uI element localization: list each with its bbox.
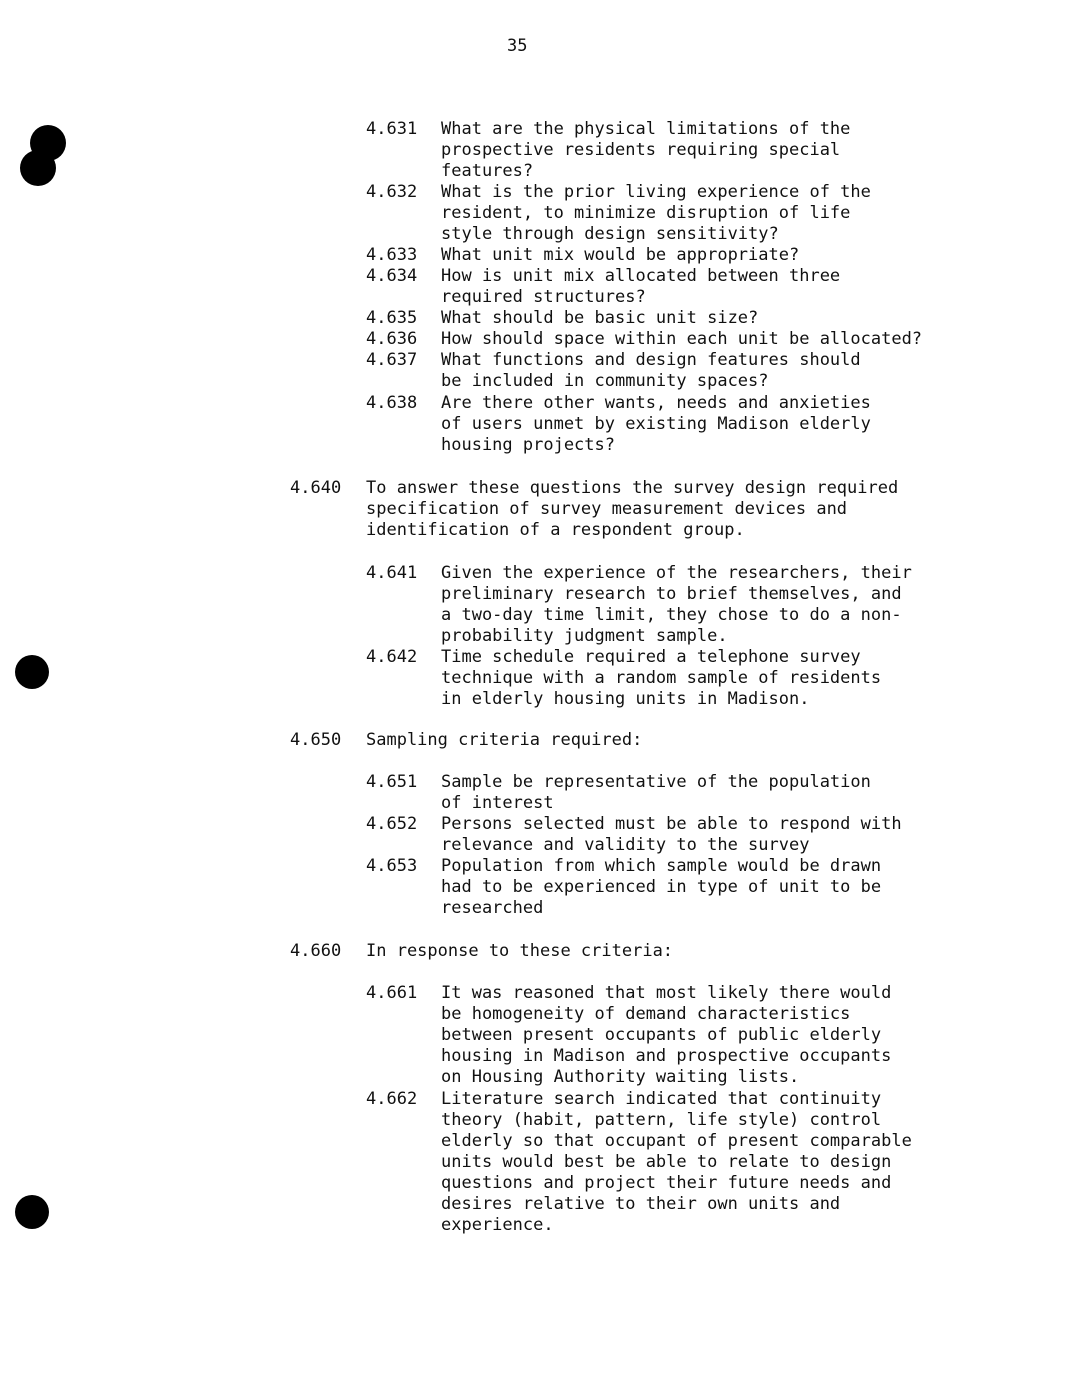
- page-number: 35: [507, 36, 528, 56]
- item-number: 4.637: [366, 350, 418, 370]
- item-number: 4.634: [366, 266, 418, 286]
- item-text: How should space within each unit be allocated?: [441, 329, 923, 349]
- list-item: [366, 856, 881, 919]
- item-text: Literature search indicated that continuity theory (habit, pattern, life style) control elderly so that occupant of present comparable units would best be able to relate to design questions and project their future needs and desires relative to their own units and experience.: [441, 1089, 912, 1235]
- list-item: [366, 563, 912, 647]
- section-text: To answer these questions the survey design required specification of survey measurement devices and identification of a respondent group.: [366, 478, 899, 540]
- list-item: [366, 647, 881, 710]
- list-item: [366, 329, 922, 350]
- item-text: Persons selected must be able to respond with relevance and validity to the survey: [441, 814, 902, 855]
- section-item: [290, 730, 642, 751]
- item-text: What should be basic unit size?: [441, 308, 759, 328]
- binder-hole: [20, 150, 56, 186]
- list-item: [366, 119, 850, 182]
- item-number: 4.662: [366, 1089, 418, 1109]
- item-number: 4.636: [366, 329, 418, 349]
- binder-hole: [15, 655, 49, 689]
- item-number: 4.652: [366, 814, 418, 834]
- list-item: [366, 393, 871, 456]
- item-text: Time schedule required a telephone survey technique with a random sample of residents in elderly housing units in Madison.: [441, 647, 882, 709]
- section-item: [290, 478, 898, 541]
- item-text: What is the prior living experience of the resident, to minimize disruption of life style through design sensitivity?: [441, 182, 871, 244]
- item-text: What functions and design features should be included in community spaces?: [441, 350, 861, 391]
- section-item: [290, 941, 673, 962]
- item-text: What unit mix would be appropriate?: [441, 245, 800, 265]
- item-text: Given the experience of the researchers, their preliminary research to brief themselves, and a two-day time limit, they chose to do a non- probability judgment sample.: [441, 563, 912, 646]
- item-number: 4.632: [366, 182, 418, 202]
- list-item: [366, 772, 871, 814]
- item-text: It was reasoned that most likely there would be homogeneity of demand characteristics between present occupants of public elderly housing in Madison and prospective occupants on Housing Authority waiting lists.: [441, 983, 892, 1087]
- section-number: 4.650: [290, 730, 342, 750]
- item-text: Population from which sample would be drawn had to be experienced in type of unit to be researched: [441, 856, 882, 918]
- item-number: 4.631: [366, 119, 418, 139]
- list-item: [366, 266, 840, 308]
- list-item: [366, 245, 799, 266]
- item-number: 4.635: [366, 308, 418, 328]
- list-item: [366, 350, 861, 392]
- binder-hole: [15, 1195, 49, 1229]
- item-number: 4.633: [366, 245, 418, 265]
- item-text: What are the physical limitations of the prospective residents requiring special features?: [441, 119, 851, 181]
- item-number: 4.642: [366, 647, 418, 667]
- list-item: [366, 1089, 912, 1236]
- item-number: 4.651: [366, 772, 418, 792]
- item-number: 4.638: [366, 393, 418, 413]
- item-text: How is unit mix allocated between three required structures?: [441, 266, 841, 307]
- section-text: In response to these criteria:: [366, 941, 674, 961]
- list-item: [366, 182, 871, 245]
- item-number: 4.653: [366, 856, 418, 876]
- list-item: [366, 308, 758, 329]
- item-text: Are there other wants, needs and anxieties of users unmet by existing Madison elderly housing projects?: [441, 393, 871, 455]
- section-text: Sampling criteria required:: [366, 730, 643, 750]
- list-item: [366, 814, 902, 856]
- item-number: 4.641: [366, 563, 418, 583]
- section-number: 4.640: [290, 478, 342, 498]
- item-number: 4.661: [366, 983, 418, 1003]
- section-number: 4.660: [290, 941, 342, 961]
- item-text: Sample be representative of the population of interest: [441, 772, 871, 813]
- list-item: [366, 983, 891, 1088]
